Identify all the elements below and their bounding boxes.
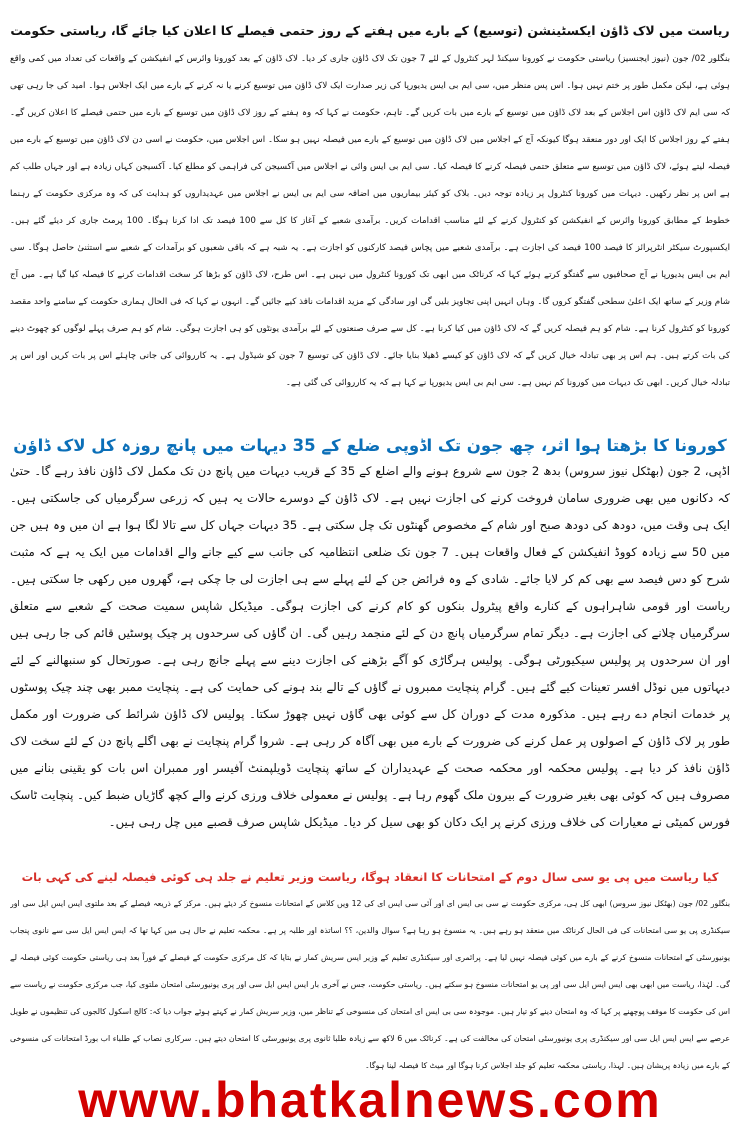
article3-headline: کیا ریاست میں پی یو سی سال دوم کے امتحانات کا انعقاد ہوگا، ریاست وزیر تعلیم نے جلد ہی کوئی فیصلہ لینے کی کہی بات bbox=[21, 869, 719, 884]
article3-body bbox=[10, 890, 730, 1074]
site-watermark: www.bhatkalnews.com bbox=[78, 1074, 662, 1127]
article1-body bbox=[10, 46, 730, 408]
article1-paragraph: بنگلور 02/ جون (نیوز ایجنسیز) ریاستی حکومت نے کورونا سیکنڈ لہر کنٹرول کے لئے 7 جون تک لاک ڈاؤن جاری کر دیا۔ لاک ڈاؤن کے بعد کورونا وائرس کے انفیکشن کے واقعات کی تعداد میں کمی واقع ہوئی ہے، لیکن مکمل طور پر ختم نہیں ہوا۔ اس پس منظر میں، سی ایم بی ایس یدیورپا کی زیر صدارت ایک لاک ڈاؤن میں توسیع کرنے یا نہ کرنے کے بارے میں ایک اجلاس ہوا۔ امید کی جا رہی تھی کہ سی ایم لاک ڈاؤن اس اجلاس کے بعد لاک ڈاؤن میں توسیع کے بارے میں بات کریں گے۔ تاہم، حکومت نے کہا کہ وہ ہفتے کے روز لاک ڈاؤن میں توسیع کے بارے میں حتمی فیصلے کا اعلان کریں گے۔ ہفتے کے روز اجلاس کا ایک اور دور منعقد ہوگا کیونکہ آج کے اجلاس میں لاک ڈاؤن میں توسیع کے بارے میں فیصلہ نہیں ہو سکا۔ اس اجلاس میں، حکومت نے اسی دن لاک ڈاؤن میں توسیع کے بارے میں فیصلہ لیتے ہوئے، لاک ڈاؤن میں توسیع سے متعلق حتمی فیصلہ کرنے کا فیصلہ کیا۔ سی ایم بی ایس وائی نے اجلاس میں آکسیجن کی فراہمی کو مطلع کیا۔ آکسیجن کہاں زیادہ ہے اور جہاں طلب کم ہے اس پر نظر رکھیں۔ دیہات میں کورونا کنٹرول پر زیادہ توجہ دیں۔ بلاک کو کیئر بیماریوں میں اضافہ سی ایم بی ایس نے اجلاس میں عہدیداروں کو ہدایت کی کہ وہ مرکزی حکومت کے رہنما خطوط کے مطابق کورونا وائرس کے انفیکشن کو کنٹرول کرنے کے لئے مناسب اقدامات کریں۔ برآمدی شعبے کے آغاز کا کل سے 100 فیصد تک ادا کرنا ہوگا۔ 100 پرمٹ جاری کر دیئے گئے ہیں۔ ایکسپورٹ سیکٹر انٹرپرائز کا فیصد 100 فیصد کی اجازت ہے۔ برآمدی شعبے میں پچاس فیصد کارکنوں کو اجازت ہے۔ یہ شبہ ہے کہ باقی شعبوں کو برآمدات کے شعبے سے استثنیٰ حاصل ہوگا۔ سی ایم بی ایس یدیورپا نے آج صحافیوں سے گفتگو کرتے ہوئے کہا کہ کرناٹک میں ابھی تک کورونا کنٹرول میں نہیں ہے۔ اس طرح، لاک ڈاؤن کو بڑھا کر سخت اقدامات کرنے کا فیصلہ کیا گیا ہے۔ میں آج شام وزیر کے ساتھ ایک اعلیٰ سطحی گفتگو کروں گا۔ وہاں انہیں اپنی تجاویز بلیں گی اور سادگی کے مزید اقدامات نافذ کیے جائیں گے۔ انہوں نے کہا کہ فی الحال ہماری حکومت کے سامنے واحد مقصد کورونا کو کنٹرول کرنا ہے۔ شام کو ہم فیصلہ کریں گے کہ لاک ڈاؤن میں کیا کرنا ہے۔ کل سے صرف صنعتوں کے لئے برآمدی یونٹوں کو ہی اجازت ہوگی۔ شام کو ہم صرف پہلے لوگوں کو چھوٹ دینے کی بات کرتے ہیں۔ ہم اس پر بھی تبادلہ خیال کریں گے کہ لاک ڈاؤن کو کیسے ڈھیلا بنایا جائے۔ لاک ڈاؤن کی توسیع 7 جون کو شیڈول ہے۔ یہ کارروائی کی جانی چاہئے اس پر بات کریں اور اس پر تبادلہ خیال کریں۔ ابھی تک دیہات میں کورونا کم نہیں ہے۔ سی ایم بی ایس یدیورپا نے کہا ہے کہ یہ کارروائی کی گئی ہے۔ bbox=[10, 54, 730, 388]
article3-paragraph: بنگلور 02/ جون (بھٹکل نیوز سروس) ابھی کل ہی، مرکزی حکومت نے سی بی ایس ای اور آئی سی ایس ای کی 12 ویں کلاس کے امتحانات منسوخ کر دیئے ہیں۔ مرکز کے ذریعہ فیصلے کے بعد ملتوی ایس ایس ایل سی اور سیکنڈری پی یو سی امتحانات کی فی الحال کرناٹک میں منعقد ہو رہے ہیں۔ یہ منسوخ ہو رہا ہے؟ سوال والدین، ؟؟ اساتذہ اور طلبہ پر ہے۔ محکمہ تعلیم نے حال ہی میں کہا تھا کہ ایس ایس ایل سی سے نانوی پنجاب یونیورسٹی کے امتحانات منسوخ کرنے کے بارے میں کوئی فیصلہ نہیں لیا ہے۔ پرائمری اور سیکنڈری تعلیم کے وزیر ایس سریش کمار نے بتایا کہ کل مرکزی حکومت کے فیصلے کے فوراً بعد ہی ریاستی حکومت کوئی فیصلہ لے گی۔ لہٰذا، ریاست میں ابھی بھی ایس ایس ایل سی اور پی یو امتحانات منسوخ ہو سکتے ہیں۔ ریاستی حکومت، جس نے آخری بار ایس ایس ایل سی اور پری یونیورسٹی امتحان ملتوی کیا، جب مرکزی حکومت نے ریاست سے اس کی حکومت کا موقف پوچھنے پر کہا کہ وہ امتحان دینے کو تیار ہیں۔ موجودہ سی بی ایس ای امتحان کی منسوخی کے تناظر میں، وزیر سریش کمار نے کہتے ہوئے جواب دیا کہ: کالج اسکول کالجوں کی تنظیموں نے طویل عرصے سے ایس ایس ایل سی اور سیکنڈری پری یونیورسٹی امتحان کی مخالفت کی ہے۔ کرناٹک میں 6 لاکھ سے زیادہ طلبا ثانوی پری یونیورسٹی کا امتحان دیتے ہیں۔ سرکاری نصاب کے طلباء اب بورڈ امتحانات کی منسوخی کے بارے میں زیادہ پریشان ہیں۔ لہذا، ریاستی محکمہ تعلیم کو جلد اجلاس کرنا ہوگا اور میٹ کا فیصلہ لینا ہوگا۔ bbox=[10, 899, 730, 1070]
article2-paragraph: اڈپی، 2 جون (بھٹکل نیوز سروس) بدھ 2 جون سے شروع ہونے والے اضلع کے 35 کے قریب دیہات میں پانچ دن تک مکمل لاک ڈاؤن نافذ رہے گا۔ حتیٰ کہ دکانوں میں بھی ضروری سامان فروخت کرنے کی اجازت نہیں ہے۔ لاک ڈاؤن کے دوسرے حالات یہ ہیں کہ زرعی سرگرمیاں کی جاسکتی ہیں۔ ایک ہی وقت میں، دودھ کی دودھ صبح اور شام کے مخصوص گھنٹوں تک چل سکتی ہے۔ 35 دیہات جہاں کل سے تالا لگا ہوا ہے ان میں وہ ہیں جن میں 50 سے زیادہ کووڈ انفیکشن کے فعال واقعات ہیں۔ 7 جون تک ضلعی انتظامیہ کی جانب سے کیے جانے والے اقدامات میں ایک یہ ہے کہ مثبت شرح کو دس فیصد سے بھی کم کر لایا جائے۔ شادی کے وہ فرائض جن کے لئے پہلے سے ہی اجازت لی جا چکی ہے، گھروں میں رکھی جا سکتی ہیں۔ ریاست اور قومی شاہراہوں کے کنارے واقع پیٹرول بنکوں کو کام کرنے کی اجازت ہوگی۔ میڈیکل شاپس سمیت صحت کے شعبے سے متعلق سرگرمیاں چلانے کی اجازت ہے۔ دیگر تمام سرگرمیاں پانچ دن کے لئے منجمد رہیں گی۔ ان گاؤں کی سرحدوں پر چیک پوسٹیں قائم کی جا رہی ہیں اور ان سرحدوں پر پولیس سیکیورٹی ہوگی۔ پولیس ہرگاڑی کو آگے بڑھنے کی اجازت دینے سے پہلے جانچ رہی ہے۔ صورتحال کو سنبھالنے کے لئے دیہاتوں میں نوڈل افسر تعینات کیے گئے ہیں۔ گرام پنچایت ممبروں نے گاؤں کے تالے بند ہونے کی حمایت کی ہے۔ پنچایت ممبر بھی چند چیک پوسٹوں پر خدمات انجام دے رہے ہیں۔ مذکورہ مدت کے دوران کل سے کوئی بھی گاؤں نہیں چھوڑ سکتا۔ پولیس لاک ڈاؤن شرائط کی ضرورت اور مکمل طور پر لاک ڈاؤن کے اصولوں پر عمل کرنے کی ضرورت کے بارے میں بھی آگاہ کر رہی ہے۔ شروا گرام پنچایت نے بھی اگلے پانچ دن کے لئے سخت لاک ڈاؤن نافذ کر دیا ہے۔ پولیس محکمہ اور محکمہ صحت کے عہدیداران کے ساتھ پنچایت ڈویلپمنٹ آفیسر اور ممبران اس بات کو یقینی بنانے میں مصروف ہیں کہ کوئی بھی بغیر ضرورت کے بیرون ملک گھوم رہا ہے۔ پولیس نے معمولی خلاف ورزی کرنے والے کچھ گاڑیاں ضبط کیں۔ پنچایت ٹاسک فورس کمیٹی نے معیارات کی خلاف ورزی کرنے پر ایک دکان کو بھی سیل کر دیا۔ میڈیکل شاپس صرف قصبے میں چل رہی ہیں۔ bbox=[10, 464, 730, 829]
article1-headline: ریاست میں لاک ڈاؤن ایکسٹینشن (توسیع) کے بارے میں ہفتے کے روز حتمی فیصلے کا اعلان کیا جائے گا، ریاستی حکومت bbox=[10, 23, 730, 39]
article2-body bbox=[10, 458, 730, 846]
article2-headline: کورونا کا بڑھتا ہوا اثر، چھ جون تک اڈوپی ضلع کے 35 دیہات میں پانچ روزہ کل لاک ڈاؤن bbox=[13, 435, 727, 455]
